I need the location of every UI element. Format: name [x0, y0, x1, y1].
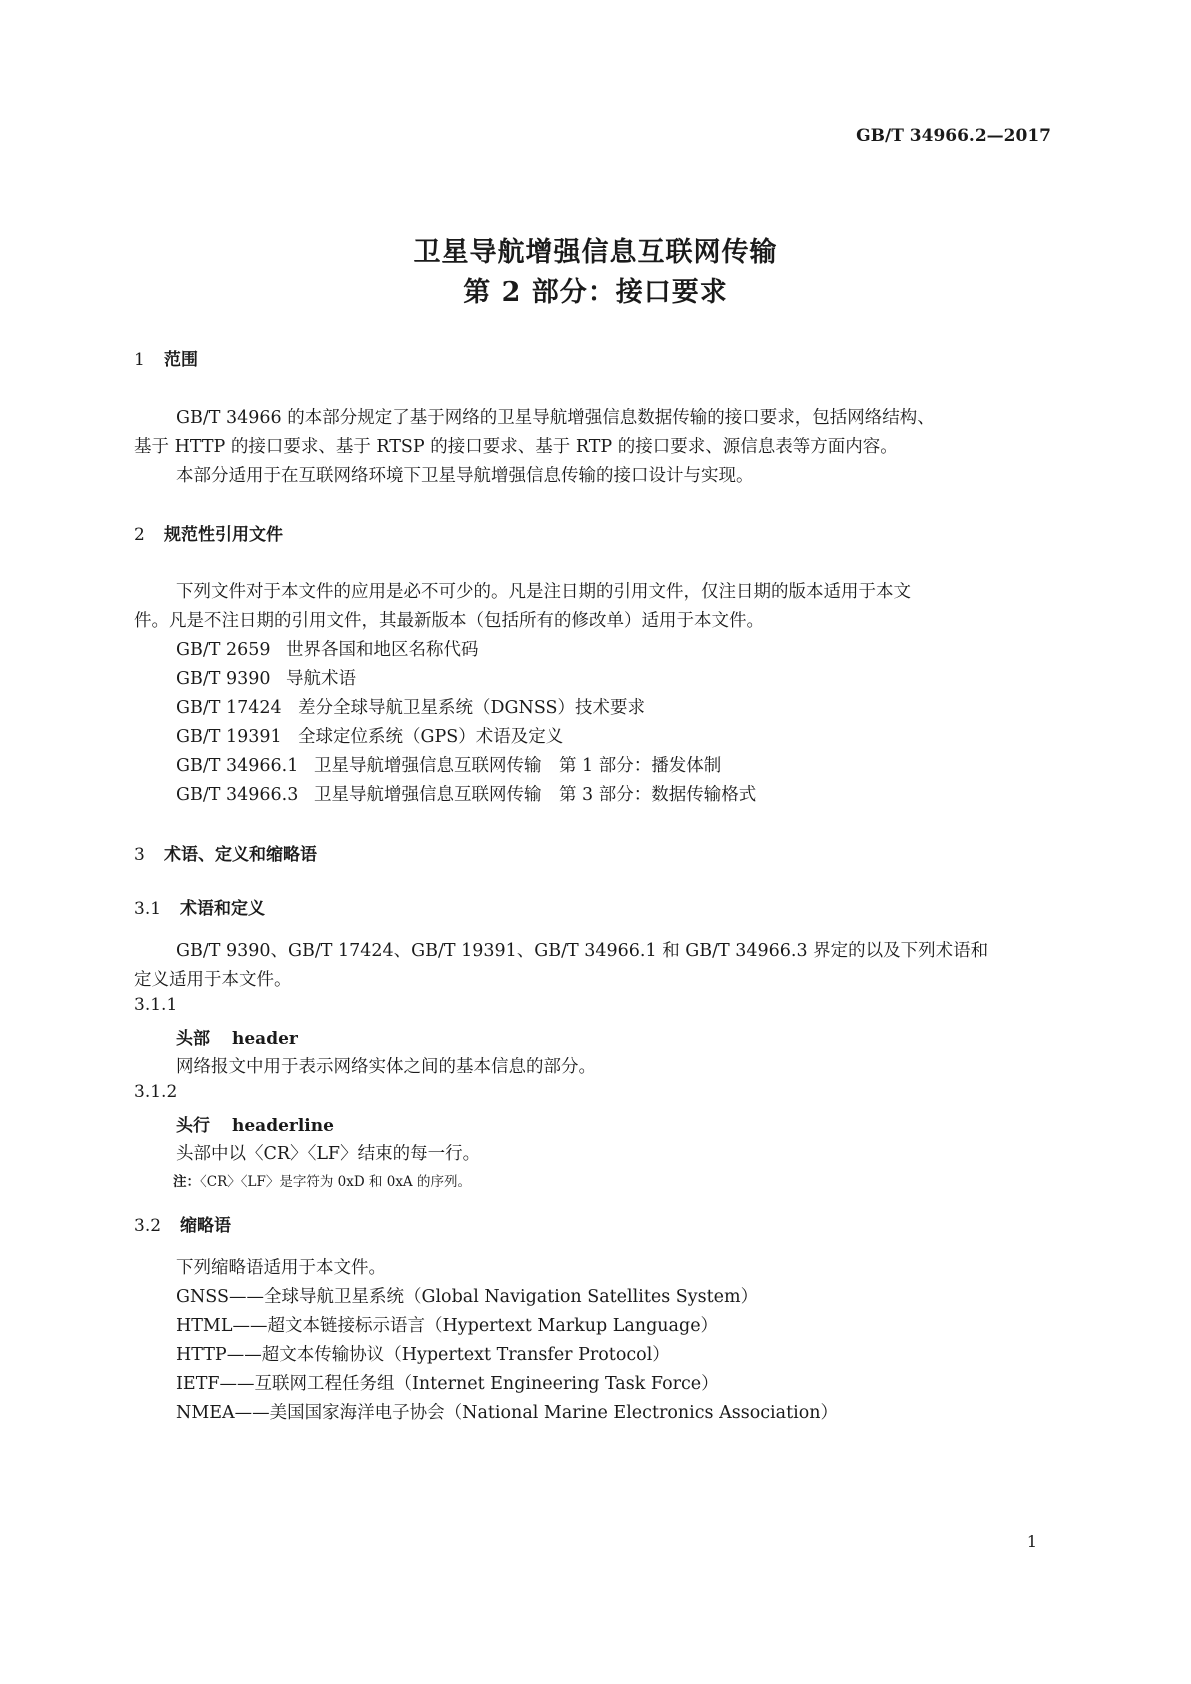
- subsection-number: 3.2: [134, 1216, 162, 1236]
- paragraph-line: 下列文件对于本文件的应用是必不可少的。凡是注日期的引用文件，仅注日期的版本适用于本文: [176, 582, 911, 602]
- subsection-number: 3.1: [134, 899, 162, 919]
- reference-item: [176, 665, 356, 690]
- paragraph-line: 定义适用于本文件。: [134, 970, 292, 990]
- term-definition: 网络报文中用于表示网络实体之间的基本信息的部分。: [176, 1057, 596, 1077]
- section-heading-scope: [134, 345, 198, 370]
- term-definition: 头部中以〈CR〉〈LF〉结束的每一行。: [176, 1144, 481, 1164]
- term-number: 3.1.2: [134, 1082, 178, 1102]
- standard-number: GB/T 34966.2—2017: [856, 126, 1051, 146]
- note-text: 〈CR〉〈LF〉是字符为 0xD 和 0xA 的序列。: [200, 1174, 471, 1190]
- term-entry: [176, 1111, 334, 1136]
- section-number: 2: [134, 525, 145, 545]
- reference-title: 卫星导航增强信息互联网传输 第 1 部分：播发体制: [314, 756, 722, 776]
- section-title: 规范性引用文件: [164, 525, 283, 545]
- subsection-heading-terms-definitions: [134, 894, 265, 919]
- term-zh: 头部: [176, 1029, 210, 1049]
- reference-item: [176, 752, 721, 777]
- abbreviation-item: NMEA——美国国家海洋电子协会（National Marine Electronics Association）: [176, 1403, 838, 1423]
- abbreviation-item: HTML——超文本链接标示语言（Hypertext Markup Language）: [176, 1316, 719, 1336]
- term-en: header: [232, 1029, 298, 1049]
- paragraph-line: GB/T 34966 的本部分规定了基于网络的卫星导航增强信息数据传输的接口要求，包括网络结构、: [176, 408, 935, 428]
- reference-code: GB/T 19391: [176, 727, 282, 747]
- subsection-heading-abbreviations: [134, 1211, 231, 1236]
- reference-title: 世界各国和地区名称代码: [286, 640, 479, 660]
- document-subtitle: 第 2 部分：接口要求: [463, 277, 728, 308]
- section-heading-normative-references: [134, 520, 283, 545]
- reference-title: 全球定位系统（GPS）术语及定义: [298, 727, 564, 747]
- section-title: 术语、定义和缩略语: [164, 845, 317, 865]
- term-number: 3.1.1: [134, 995, 178, 1015]
- reference-title: 差分全球导航卫星系统（DGNSS）技术要求: [298, 698, 645, 718]
- paragraph: 本部分适用于在互联网络环境下卫星导航增强信息传输的接口设计与实现。: [176, 466, 754, 486]
- paragraph-line: 件。凡是不注日期的引用文件，其最新版本（包括所有的修改单）适用于本文件。: [134, 611, 764, 631]
- document-title: 卫星导航增强信息互联网传输: [413, 237, 778, 268]
- paragraph-line: GB/T 9390、GB/T 17424、GB/T 19391、GB/T 34966.1 和 GB/T 34966.3 界定的以及下列术语和: [176, 941, 989, 961]
- note-label: 注：: [173, 1174, 200, 1190]
- page-number: 1: [1026, 1532, 1037, 1551]
- reference-item: [176, 723, 563, 748]
- section-heading-terms: [134, 840, 317, 865]
- reference-code: GB/T 34966.3: [176, 785, 299, 805]
- abbreviation-item: GNSS——全球导航卫星系统（Global Navigation Satellites System）: [176, 1287, 759, 1307]
- reference-item: [176, 694, 645, 719]
- reference-item: [176, 636, 479, 661]
- abbreviation-item: IETF——互联网工程任务组（Internet Engineering Task Force）: [176, 1374, 719, 1394]
- reference-title: 导航术语: [286, 669, 356, 689]
- reference-title: 卫星导航增强信息互联网传输 第 3 部分：数据传输格式: [314, 785, 757, 805]
- note: [173, 1170, 471, 1190]
- abbreviation-item: HTTP——超文本传输协议（Hypertext Transfer Protocol）: [176, 1345, 670, 1365]
- term-zh: 头行: [176, 1116, 210, 1136]
- reference-code: GB/T 9390: [176, 669, 271, 689]
- reference-code: GB/T 17424: [176, 698, 282, 718]
- subsection-title: 缩略语: [180, 1216, 231, 1236]
- reference-code: GB/T 2659: [176, 640, 271, 660]
- section-number: 1: [134, 350, 145, 370]
- section-title: 范围: [164, 350, 198, 370]
- reference-code: GB/T 34966.1: [176, 756, 299, 776]
- paragraph: 下列缩略语适用于本文件。: [176, 1258, 386, 1278]
- term-entry: [176, 1024, 298, 1049]
- section-number: 3: [134, 845, 145, 865]
- reference-item: [176, 781, 756, 806]
- paragraph-line: 基于 HTTP 的接口要求、基于 RTSP 的接口要求、基于 RTP 的接口要求、源信息表等方面内容。: [134, 437, 898, 457]
- term-en: headerline: [232, 1116, 334, 1136]
- subsection-title: 术语和定义: [180, 899, 265, 919]
